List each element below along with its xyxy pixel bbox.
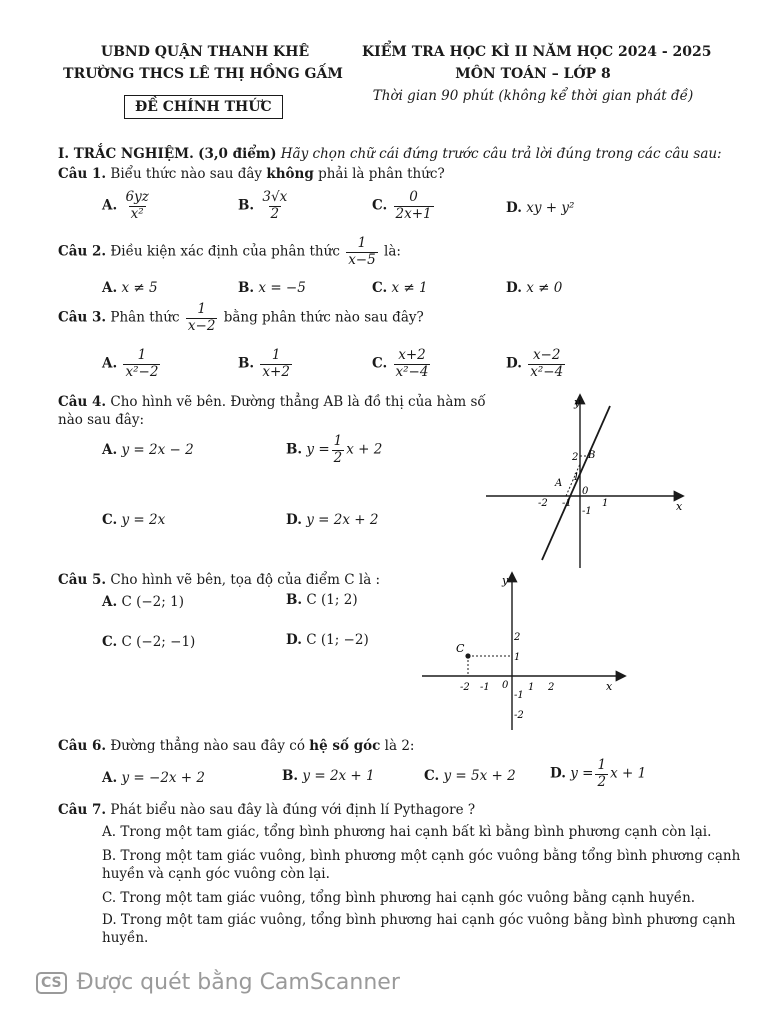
question-3: Câu 3. Phân thức $\frac{1}{x-2}$ bằng phân thức nào sau đây? — [58, 301, 424, 334]
official-badge: ĐỀ CHÍNH THỨC — [124, 96, 283, 115]
q2-option-a[interactable]: A. x ≠ 5 — [102, 280, 158, 296]
q4-point-b: B — [588, 450, 596, 461]
q4-tick-x-neg2: -2 — [538, 498, 548, 509]
subject-line: MÔN TOÁN – LỚP 8 — [455, 66, 611, 82]
q5-option-b[interactable]: B. C (1; 2) — [286, 592, 358, 608]
q5-tick-x-2: 2 — [548, 682, 555, 693]
time-line: Thời gian 90 phút (không kể thời gian phát đề) — [372, 88, 694, 104]
q1-option-c[interactable]: C. $\frac{0}{2x+1}$ — [372, 189, 432, 222]
header-school: TRƯỜNG THCS LÊ THỊ HỒNG GẤM — [63, 66, 343, 82]
q3-option-d[interactable]: D. $\frac{x-2}{\text{x²−4}}$ — [506, 347, 564, 380]
q5-tick-x-neg2: -2 — [460, 682, 470, 693]
q7-option-d-cont: huyền. — [102, 930, 149, 946]
question-1: Câu 1. Biểu thức nào sau đây không phải là phân thức? — [58, 166, 445, 182]
q4-option-a[interactable]: A. y = 2x − 2 — [102, 442, 194, 458]
q5-option-a[interactable]: A. C (−2; 1) — [102, 594, 184, 610]
q2-option-b[interactable]: B. x = −5 — [238, 280, 306, 296]
q4-option-b[interactable]: B. y = $\frac{1}{2}$ x + 2 — [286, 433, 383, 466]
q4-option-c[interactable]: C. y = 2x — [102, 512, 166, 528]
q6-option-b[interactable]: B. y = 2x + 1 — [282, 768, 375, 784]
q4-origin: 0 — [582, 486, 589, 497]
q6-option-a[interactable]: A. y = −2x + 2 — [102, 770, 206, 786]
question-4: Câu 4. Cho hình vẽ bên. Đường thẳng AB là đồ thị của hàm số — [58, 394, 486, 410]
q5-tick-y-1: 1 — [514, 652, 521, 663]
q4-graph — [482, 392, 692, 572]
q5-point-c — [465, 653, 470, 658]
q5-axis-y-label: y — [502, 574, 509, 587]
section-1-heading: I. TRẮC NGHIỆM. (3,0 điểm) Hãy chọn chữ cái đứng trước câu trả lời đúng trong các câu sau: — [58, 146, 722, 162]
q4-axis-x-label: x — [676, 500, 683, 513]
q7-option-a[interactable]: A. Trong một tam giác, tổng bình phương hai cạnh bất kì bằng bình phương cạnh còn lại. — [102, 824, 712, 840]
q5-tick-x-neg1: -1 — [480, 682, 490, 693]
camscanner-logo-icon: CS — [36, 972, 67, 994]
q1-option-a[interactable]: A. $\frac{6yz}{\text{x²}}$ — [102, 189, 149, 222]
q4-tick-x-neg1: -1 — [562, 498, 572, 509]
q4-point-a: A — [555, 478, 563, 489]
q3-option-a[interactable]: A. $\frac{1}{\text{x²−2}}$ — [102, 347, 159, 380]
q4-option-d[interactable]: D. y = 2x + 2 — [286, 512, 379, 528]
q5-origin: 0 — [502, 680, 509, 691]
q1-option-b[interactable]: B. $\frac{3√x}{2}$ — [238, 189, 288, 222]
q2-option-d[interactable]: D. x ≠ 0 — [506, 280, 563, 296]
q4-axis-y-label: y — [574, 396, 581, 409]
exam-title: KIỂM TRA HỌC KÌ II NĂM HỌC 2024 - 2025 — [362, 44, 712, 60]
q4-tick-y-1: 1 — [573, 472, 580, 483]
q1-option-d[interactable]: D. xy + y² — [506, 200, 575, 216]
q5-tick-y-neg1: -1 — [514, 690, 524, 701]
question-2: Câu 2. Điều kiện xác định của phân thức $\frac{1}{x-5}$ là: — [58, 235, 401, 268]
q2-option-c[interactable]: C. x ≠ 1 — [372, 280, 428, 296]
q7-option-b[interactable]: B. Trong một tam giác vuông, bình phương một cạnh góc vuông bằng tổng bình phương cạnh — [102, 848, 741, 864]
q4-line-ab — [542, 406, 610, 560]
q7-option-d[interactable]: D. Trong một tam giác vuông, tổng bình phương hai cạnh góc vuông bằng bình phương cạnh — [102, 912, 736, 928]
q5-graph — [418, 570, 628, 732]
question-4-line2: nào sau đây: — [58, 412, 144, 428]
q5-tick-x-1: 1 — [528, 682, 535, 693]
q5-axis-x-label: x — [606, 680, 613, 693]
q5-tick-y-neg2: -2 — [514, 710, 524, 721]
q4-tick-y-2: 2 — [572, 452, 579, 463]
question-6: Câu 6. Đường thẳng nào sau đây có hệ số góc là 2: — [58, 738, 415, 754]
q5-tick-y-2: 2 — [514, 632, 521, 643]
q7-option-b-cont: huyền và cạnh góc vuông còn lại. — [102, 866, 330, 882]
q5-point-c-label: C — [456, 642, 465, 655]
q5-option-d[interactable]: D. C (1; −2) — [286, 632, 369, 648]
q5-option-c[interactable]: C. C (−2; −1) — [102, 634, 196, 650]
header-district: UBND QUẬN THANH KHÊ — [100, 44, 310, 60]
question-7: Câu 7. Phát biểu nào sau đây là đúng với định lí Pythagore ? — [58, 802, 476, 818]
q6-option-c[interactable]: C. y = 5x + 2 — [424, 768, 516, 784]
q6-option-d[interactable]: D. y = $\frac{1}{2}$ x + 1 — [550, 757, 647, 790]
camscanner-watermark: CS Được quét bằng CamScanner — [36, 970, 400, 995]
q4-tick-y-neg1: -1 — [582, 506, 592, 517]
q4-tick-x-1: 1 — [602, 498, 609, 509]
q7-option-c[interactable]: C. Trong một tam giác vuông, tổng bình phương hai cạnh góc vuông bằng cạnh huyền. — [102, 890, 696, 906]
question-5: Câu 5. Cho hình vẽ bên, tọa độ của điểm C là : — [58, 572, 381, 588]
q3-option-b[interactable]: B. $\frac{1}{x+2}$ — [238, 347, 290, 380]
q3-option-c[interactable]: C. $\frac{x+2}{\text{x²−4}}$ — [372, 347, 429, 380]
